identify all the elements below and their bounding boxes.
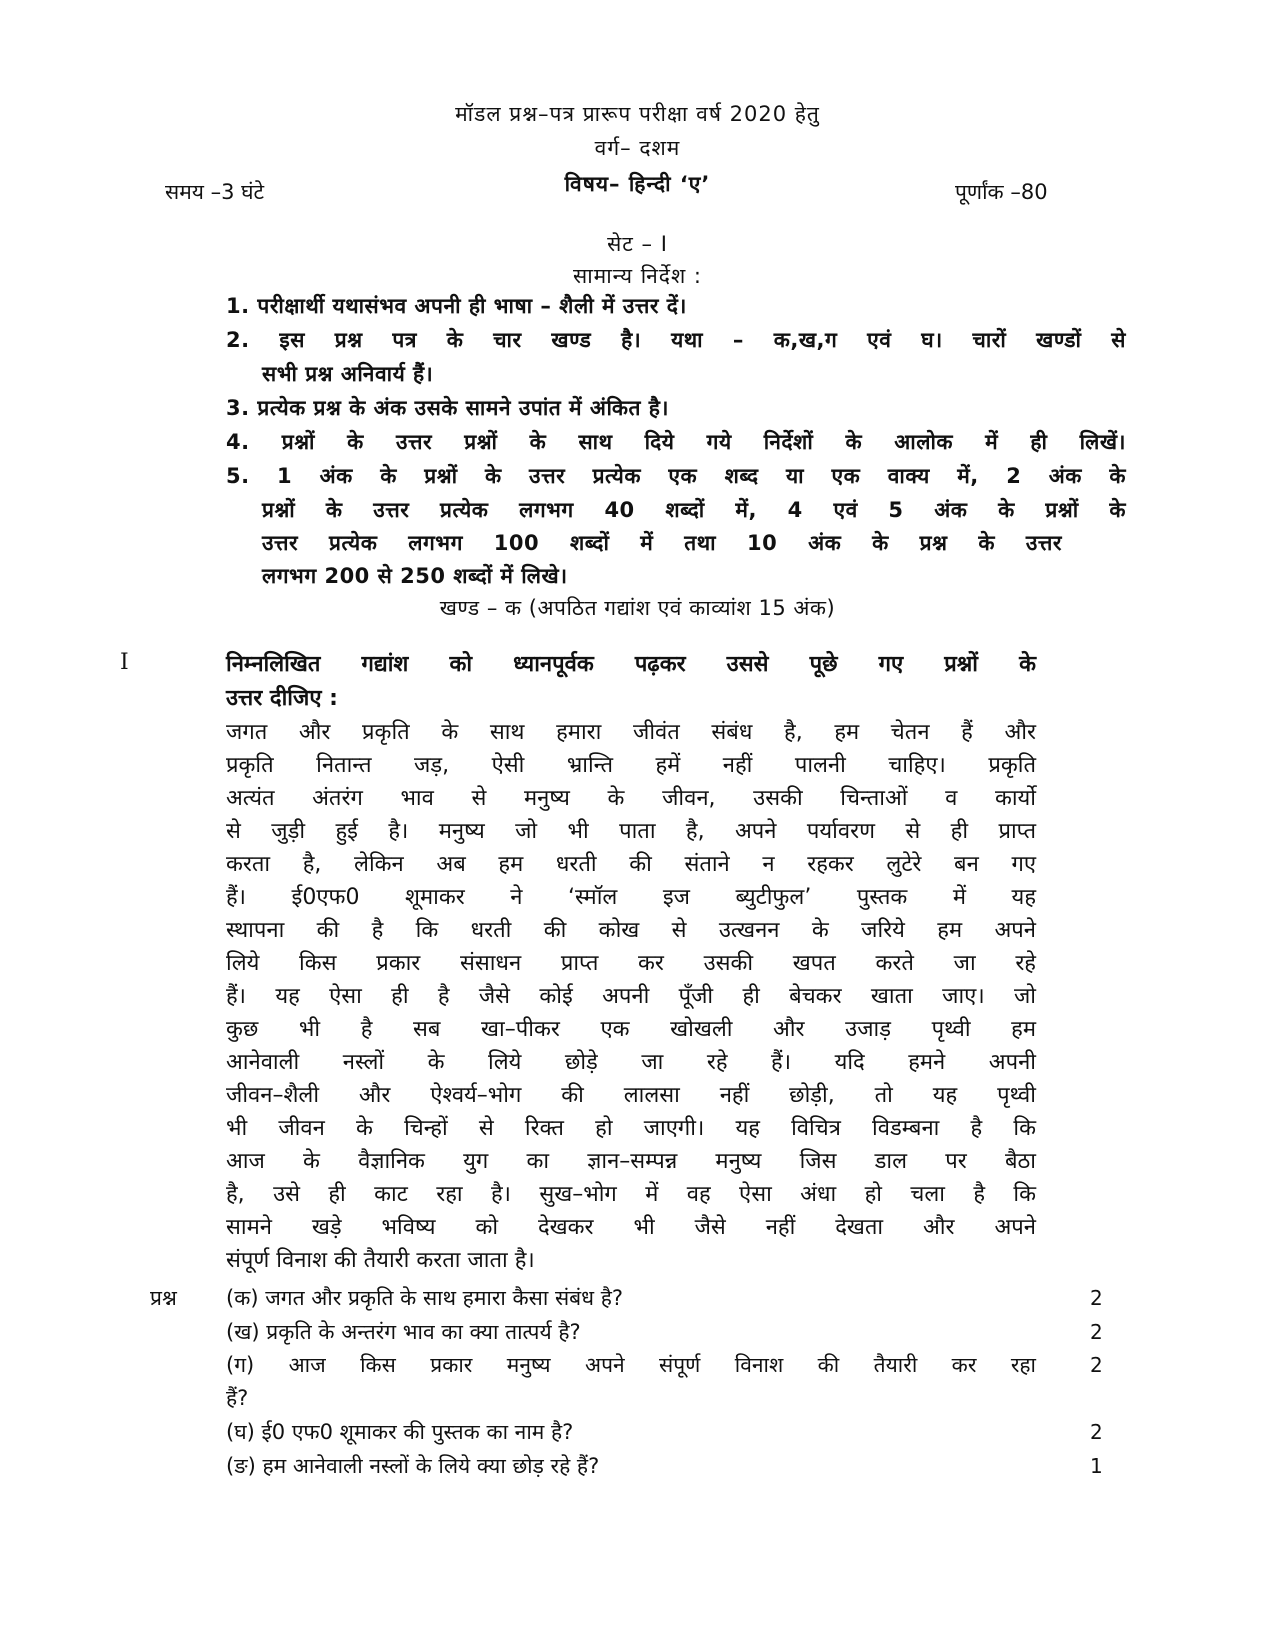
time-label: समय –3 घंटे xyxy=(165,180,265,204)
questions-label: प्रश्न xyxy=(150,1286,177,1310)
passage-line: कुछ भी है सब खा–पीकर एक खोखली और उजाड़ पृथ्वी हम xyxy=(226,1017,1036,1042)
passage-line: सामने खड़े भविष्य को देखकर भी जैसे नहीं देखता और अपने xyxy=(226,1215,1036,1240)
subquestion-kha-marks: 2 xyxy=(1090,1320,1103,1344)
subquestion-ga-cont: हैं? xyxy=(226,1386,249,1410)
section-a-heading: खण्ड – क (अपठित गद्यांश एवं काव्यांश 15 अंक) xyxy=(439,596,836,620)
passage-line: स्थापना की है कि धरती की कोख से उत्खनन के जरिये हम अपने xyxy=(226,918,1036,943)
subquestion-ga: (ग) आज किस प्रकार मनुष्य अपने संपूर्ण विनाश की तैयारी कर रहा xyxy=(226,1353,1036,1377)
subquestion-gha-marks: 2 xyxy=(1090,1420,1103,1444)
question-heading-line-2: उत्तर दीजिए : xyxy=(226,686,338,711)
subject-label: विषय– हिन्दी ‘ए’ xyxy=(564,172,711,196)
passage-line: अत्यंत अंतरंग भाव से मनुष्य के जीवन, उसकी चिन्ताओं व कार्यो xyxy=(226,786,1036,811)
subquestion-kha: (ख) प्रकृति के अन्तरंग भाव का क्या तात्पर्य है? xyxy=(226,1320,581,1344)
passage-line: जीवन–शैली और ऐश्वर्य–भोग की लालसा नहीं छोड़ी, तो यह पृथ्वी xyxy=(226,1083,1036,1108)
instruction-1: 1. परीक्षार्थी यथासंभव अपनी ही भाषा – शैली में उत्तर दें। xyxy=(226,294,687,318)
subquestion-nga: (ङ) हम आनेवाली नस्लों के लिये क्या छोड़ रहे हैं? xyxy=(226,1454,600,1478)
passage-line: आज के वैज्ञानिक युग का ज्ञान–सम्पन्न मनुष्य जिस डाल पर बैठा xyxy=(226,1149,1036,1174)
passage-line: लिये किस प्रकार संसाधन प्राप्त कर उसकी खपत करते जा रहे xyxy=(226,951,1036,976)
instruction-3: 3. प्रत्येक प्रश्न के अंक उसके सामने उपांत में अंकित है। xyxy=(226,396,669,420)
class-label: वर्ग– दशम xyxy=(594,136,681,160)
instruction-5: 5. 1 अंक के प्रश्नों के उत्तर प्रत्येक एक शब्द या एक वाक्य में, 2 अंक के xyxy=(226,464,1126,488)
instruction-5-cont-1: प्रश्नों के उत्तर प्रत्येक लगभग 40 शब्दों में, 4 एवं 5 अंक के प्रश्नों के xyxy=(262,498,1126,522)
instruction-5-cont-2: उत्तर प्रत्येक लगभग 100 शब्दों में तथा 10 अंक के प्रश्न के उत्तर xyxy=(262,531,1062,555)
passage-line: भी जीवन के चिन्हों से रिक्त हो जाएगी। यह विचित्र विडम्बना है कि xyxy=(226,1116,1036,1141)
passage-line: जगत और प्रकृति के साथ हमारा जीवंत संबंध है, हम चेतन हैं और xyxy=(226,720,1036,745)
question-heading-line-1: निम्नलिखित गद्यांश को ध्यानपूर्वक पढ़कर उससे पूछे गए प्रश्नों के xyxy=(226,652,1036,677)
passage-line: से जुड़ी हुई है। मनुष्य जो भी पाता है, अपने पर्यावरण से ही प्राप्त xyxy=(226,819,1036,844)
general-instructions-heading: सामान्य निर्देश : xyxy=(573,264,702,288)
subquestion-gha: (घ) ई0 एफ0 शूमाकर की पुस्तक का नाम है? xyxy=(226,1420,574,1444)
passage-line: संपूर्ण विनाश की तैयारी करता जाता है। xyxy=(226,1248,535,1273)
subquestion-ga-marks: 2 xyxy=(1090,1353,1103,1377)
instruction-4: 4. प्रश्नों के उत्तर प्रश्नों के साथ दिये गये निर्देशों के आलोक में ही लिखें। xyxy=(226,430,1126,454)
passage-line: आनेवाली नस्लों के लिये छोड़े जा रहे हैं। यदि हमने अपनी xyxy=(226,1050,1036,1075)
passage-line: हैं। यह ऐसा ही है जैसे कोई अपनी पूँजी ही बेचकर खाता जाए। जो xyxy=(226,984,1036,1009)
paper-title: मॉडल प्रश्न–पत्र प्रारूप परीक्षा वर्ष 2020 हेतु xyxy=(455,102,820,126)
subquestion-ka: (क) जगत और प्रकृति के साथ हमारा कैसा संबंध है? xyxy=(226,1286,624,1310)
passage-line: प्रकृति नितान्त जड़, ऐसी भ्रान्ति हमें नहीं पालनी चाहिए। प्रकृति xyxy=(226,753,1036,778)
full-marks-label: पूर्णांक –80 xyxy=(955,180,1048,204)
subquestion-ka-marks: 2 xyxy=(1090,1286,1103,1310)
set-label: सेट – I xyxy=(607,232,668,256)
instruction-2-cont: सभी प्रश्न अनिवार्य हैं। xyxy=(262,362,434,386)
passage-line: हैं। ई0एफ0 शूमाकर ने ‘स्मॉल इज ब्युटीफुल’ पुस्तक में यह xyxy=(226,885,1036,910)
passage-line: है, उसे ही काट रहा है। सुख–भोग में वह ऐसा अंधा हो चला है कि xyxy=(226,1182,1036,1207)
subquestion-nga-marks: 1 xyxy=(1090,1454,1103,1478)
instruction-2: 2. इस प्रश्न पत्र के चार खण्ड है। यथा – क,ख,ग एवं घ। चारों खण्डों से xyxy=(226,328,1126,352)
question-number: I xyxy=(120,650,129,675)
passage-line: करता है, लेकिन अब हम धरती की संताने न रहकर लुटेरे बन गए xyxy=(226,852,1036,877)
instruction-5-cont-3: लगभग 200 से 250 शब्दों में लिखे। xyxy=(262,564,568,588)
